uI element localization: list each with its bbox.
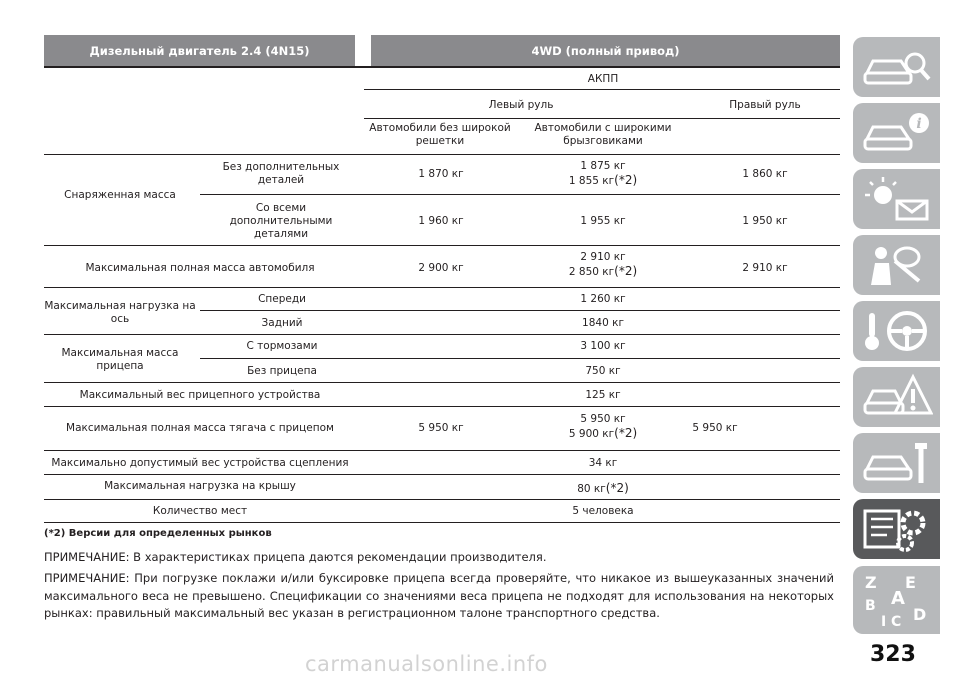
divider: [44, 406, 840, 407]
footnote-mark: (*2): [614, 426, 638, 440]
hitch-label: Максимальный вес прицепного устройства: [79, 389, 321, 401]
gcw-label: Максимальная полная масса тягача с прицепом: [66, 422, 334, 434]
divider: [44, 474, 840, 475]
braked-value: 3 100 кг: [580, 340, 626, 352]
chapter-tab-specifications[interactable]: [853, 499, 940, 559]
index-letters-icon: [861, 572, 933, 628]
car-service-tools-icon: [861, 439, 933, 487]
left-hand-label: Левый руль: [488, 99, 554, 111]
specs-gear-icon: [861, 505, 933, 553]
warning-light-icon: [861, 175, 933, 223]
no-extra-value-alt: [569, 174, 637, 188]
gearbox-label: АКПП: [587, 73, 619, 85]
axle-load-label: Максимальная нагрузка на ось: [44, 300, 196, 325]
gvw-label: Максимальная полная масса автомобиля: [85, 262, 315, 274]
coupling-value: 34 кг: [588, 457, 618, 469]
divider: [44, 522, 840, 523]
divider: [44, 287, 840, 288]
watermark: carmanualsonline.info: [305, 652, 548, 676]
footnote-mark: (*2): [614, 173, 638, 187]
no-extra-label: Без дополнительных деталей: [222, 161, 340, 186]
chapter-tab-warning-lights[interactable]: [853, 169, 940, 229]
coupling-label: Максимально допустимый вес устройства сцепления: [51, 457, 349, 469]
note-load-warning: ПРИМЕЧАНИЕ: При погрузке поклажи и/или буксировке прицепа всегда проверяйте, что никакое из вышеуказанных значений максимального веса не превышено. Спецификации со значениями веса прицепа не подходят для использования на некоторых рынках: правильный максимальный вес указан в регистрационном талоне транспортного средства.: [44, 571, 834, 620]
svg-text:C: C: [891, 614, 902, 628]
car-search-icon: [861, 43, 933, 91]
value-text: 5 900 кг: [568, 428, 615, 440]
divider: [44, 450, 840, 451]
chapter-tab-dashboard[interactable]: [853, 103, 940, 163]
svg-text:I: I: [881, 614, 887, 628]
with-extra-label: Со всеми дополнительными деталями: [229, 202, 333, 240]
trailer-mass-label: Максимальная масса прицепа: [61, 347, 179, 372]
gvw-value: 2 900 кг: [418, 262, 464, 274]
value-text: 80 кг: [577, 483, 606, 495]
chapter-tab-safety[interactable]: [853, 235, 940, 295]
svg-text:A: A: [891, 588, 905, 609]
no-flaps-label: Автомобили без широкой решетки: [369, 122, 511, 147]
footnote-mark: (*2): [605, 481, 629, 495]
note-trailer: ПРИМЕЧАНИЕ: В характеристиках прицепа даются рекомендации производителя.: [44, 550, 547, 564]
airbag-person-icon: [861, 241, 933, 289]
svg-text:B: B: [865, 598, 876, 614]
svg-text:D: D: [913, 605, 927, 624]
with-extra-value: 1 950 кг: [742, 215, 788, 227]
divider: [44, 245, 840, 246]
hitch-value: 125 кг: [585, 389, 621, 401]
gcw-value: 5 950 кг: [580, 413, 626, 425]
braked-label: С тормозами: [246, 340, 318, 352]
footnote: (*2) Версии для определенных рынков: [44, 528, 272, 539]
value-text: 2 850 кг: [568, 266, 615, 278]
rear-value: 1840 кг: [582, 317, 624, 329]
gcw-value-alt: [569, 427, 637, 441]
front-value: 1 260 кг: [580, 293, 626, 305]
steering-key-icon: [861, 307, 933, 355]
chapter-tab-index[interactable]: [853, 566, 940, 634]
divider: [200, 358, 840, 359]
gvw-value: 2 910 кг: [742, 262, 788, 274]
engine-header: [44, 35, 355, 66]
chapter-tab-maintenance[interactable]: [853, 433, 940, 493]
chapter-tab-vehicle[interactable]: [853, 37, 940, 97]
gcw-value: 5 950 кг: [692, 422, 738, 434]
unbraked-label: Без прицепа: [247, 365, 317, 377]
with-extra-value: 1 960 кг: [418, 215, 464, 227]
svg-text:i: i: [916, 116, 922, 132]
no-extra-value: 1 860 кг: [742, 168, 788, 180]
header-rule: [44, 66, 840, 68]
roof-load-label: Максимальная нагрузка на крышу: [104, 480, 296, 492]
seats-value: 5 человека: [572, 505, 634, 517]
curb-weight-label: Снаряженная масса: [64, 189, 176, 201]
value-text: 1 855 кг: [568, 175, 615, 187]
gvw-value-alt: [569, 265, 637, 279]
no-extra-value: 1 875 кг: [580, 160, 626, 172]
right-hand-label: Правый руль: [729, 99, 801, 111]
divider: [364, 89, 840, 90]
divider: [44, 154, 840, 155]
gvw-value: 2 910 кг: [580, 251, 626, 263]
divider: [200, 310, 840, 311]
seats-label: Количество мест: [152, 505, 248, 517]
divider: [44, 499, 840, 500]
svg-text:E: E: [905, 573, 916, 592]
gcw-value: 5 950 кг: [418, 422, 464, 434]
front-label: Спереди: [258, 293, 306, 305]
with-flaps-label: Автомобили с широкими брызговиками: [534, 122, 672, 147]
divider: [364, 118, 840, 119]
divider: [44, 334, 840, 335]
drive-header: [371, 35, 840, 66]
no-extra-value: 1 870 кг: [418, 168, 464, 180]
chapter-tab-emergency[interactable]: [853, 367, 940, 427]
footnote-mark: (*2): [614, 264, 638, 278]
divider: [44, 382, 840, 383]
rear-label: Задний: [261, 317, 303, 329]
roof-load-value: [577, 482, 629, 496]
svg-text:Z: Z: [865, 573, 877, 592]
engine-header-label: Дизельный двигатель 2.4 (4N15): [89, 43, 310, 58]
drive-header-label: 4WD (полный привод): [531, 43, 680, 58]
chapter-tab-starting[interactable]: [853, 301, 940, 361]
page-number: 323: [870, 642, 916, 667]
with-extra-value: 1 955 кг: [580, 215, 626, 227]
divider: [200, 194, 840, 195]
breakdown-warning-icon: [861, 373, 933, 421]
car-info-icon: [861, 109, 933, 157]
unbraked-value: 750 кг: [585, 365, 621, 377]
